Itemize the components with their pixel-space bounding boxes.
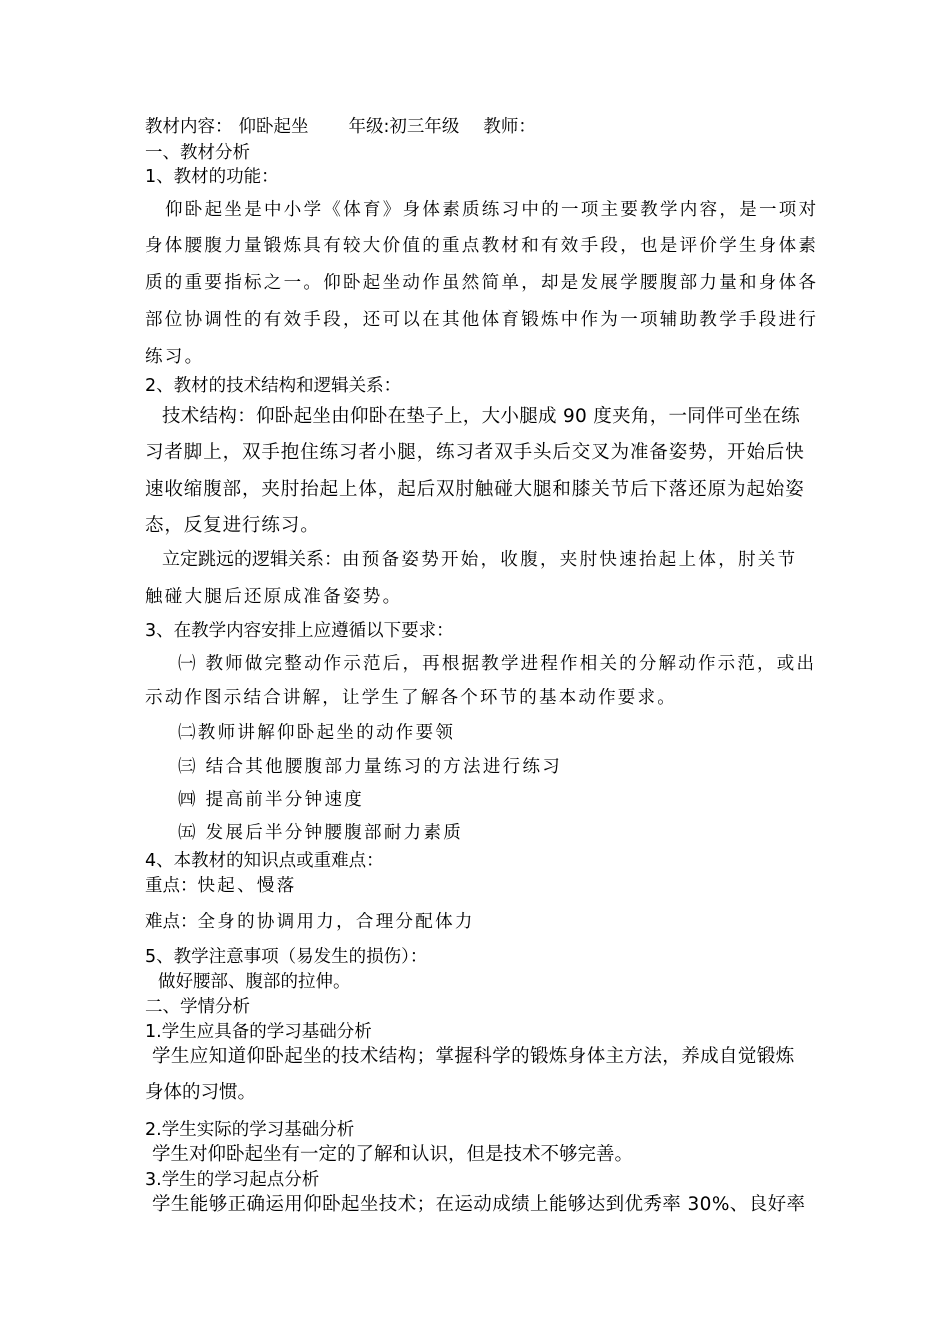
requirement-item: ㈣ 提高前半分钟速度	[178, 790, 365, 810]
heading-2: 2、教材的技术结构和逻辑关系：	[145, 376, 402, 396]
header-line	[145, 116, 536, 138]
content-value: 仰卧起坐	[238, 117, 309, 137]
paragraph-line: 习者脚上，双手抱住练习者小腿，练习者双手头后交叉为准备姿势，开始后快	[145, 442, 805, 463]
logic-label: 立定跳远的逻辑关系：	[162, 549, 342, 570]
difficulty-label: 难点：	[145, 912, 198, 932]
heading-4: 4、本教材的知识点或重难点：	[145, 851, 384, 871]
paragraph-line: 速收缩腹部，夹肘抬起上体，起后双肘触碰大腿和膝关节后下落还原为起始姿	[145, 479, 805, 500]
logic-line	[162, 549, 797, 571]
key-label: 重点：	[145, 876, 198, 896]
paragraph-line: 做好腰部、腹部的拉伸。	[158, 972, 351, 992]
paragraph-line: 部位协调性的有效手段，还可以在其他体育锻炼中作为一项辅助教学手段进行	[145, 310, 819, 330]
section-2-title: 二、学情分析	[145, 997, 250, 1017]
key-value: 快起、慢落	[197, 876, 297, 896]
grade-label: 年级:	[348, 117, 390, 137]
paragraph-line: 学生应知道仰卧起坐的技术结构；掌握科学的锻炼身体主方法，养成自觉锻炼	[152, 1046, 795, 1067]
paragraph-line: 态，反复进行练习。	[145, 515, 320, 536]
subheading-2: 2.学生实际的学习基础分析	[145, 1120, 355, 1140]
heading-5: 5、教学注意事项（易发生的损伤）：	[145, 947, 428, 967]
paragraph-line: 学生能够正确运用仰卧起坐技术；在运动成绩上能够达到优秀率 30%、良好率	[152, 1194, 806, 1215]
paragraph-line: 技术结构：仰卧起坐由仰卧在垫子上，大小腿成 90 度夹角，一同伴可坐在练	[162, 406, 801, 427]
subheading-3: 3.学生的学习起点分析	[145, 1170, 320, 1190]
difficulty-line	[145, 911, 475, 933]
requirement-item: ㈢ 结合其他腰腹部力量练习的方法进行练习	[178, 757, 563, 777]
paragraph-line: 触碰大腿后还原成准备姿势。	[145, 587, 403, 607]
paragraph-line: 练习。	[145, 347, 205, 367]
grade-value: 初三年级	[389, 117, 460, 137]
requirement-item: ㈤ 发展后半分钟腰腹部耐力素质	[178, 823, 464, 843]
content-label: 教材内容：	[145, 117, 233, 137]
heading-3: 3、在教学内容安排上应遵循以下要求：	[145, 621, 454, 641]
logic-text: 由预备姿势开始，收腹，夹肘快速抬起上体，肘关节	[342, 550, 798, 570]
paragraph-line: 身体的习惯。	[145, 1082, 257, 1103]
requirement-item: ㈠ 教师做完整动作示范后，再根据教学进程作相关的分解动作示范，或出	[178, 654, 817, 674]
key-point-line	[145, 875, 297, 897]
paragraph-line: 质的重要指标之一。仰卧起坐动作虽然简单，却是发展学腰腹部力量和身体各	[145, 273, 819, 293]
paragraph-line: 仰卧起坐是中小学《体育》身体素质练习中的一项主要教学内容，是一项对	[165, 200, 819, 220]
requirement-item: 示动作图示结合讲解，让学生了解各个环节的基本动作要求。	[145, 688, 677, 708]
section-1-title: 一、教材分析	[145, 143, 250, 163]
paragraph-line: 学生对仰卧起坐有一定的了解和认识，但是技术不够完善。	[152, 1144, 634, 1165]
heading-1: 1、教材的功能：	[145, 167, 279, 187]
paragraph-line: 身体腰腹力量锻炼具有较大价值的重点教材和有效手段，也是评价学生身体素	[145, 236, 819, 256]
difficulty-value: 全身的协调用力，合理分配体力	[197, 912, 475, 932]
teacher-label: 教师：	[483, 117, 536, 137]
subheading-1: 1.学生应具备的学习基础分析	[145, 1022, 372, 1042]
requirement-item: ㈡教师讲解仰卧起坐的动作要领	[178, 723, 456, 743]
